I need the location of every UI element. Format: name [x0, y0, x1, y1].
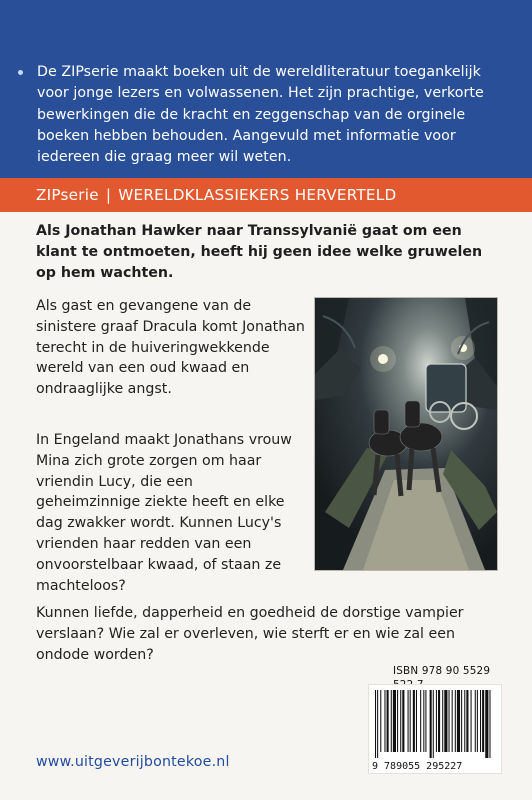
barcode-bar — [402, 690, 404, 752]
barcode-bar — [413, 690, 415, 752]
barcode-bar — [444, 690, 447, 752]
series-tagline: WERELDKLASSIEKERS HERVERTELD — [118, 186, 397, 204]
decorative-dot — [18, 70, 23, 75]
barcode-bar — [420, 690, 421, 752]
barcode-bar — [416, 690, 417, 752]
publisher-url[interactable]: www.uitgeverijbontekoe.nl — [36, 754, 230, 770]
barcode-bar — [397, 690, 398, 752]
cover-illustration — [314, 297, 498, 571]
blurb-lead: Als Jonathan Hawker naar Transsylvanië gaat om een klant te ontmoeten, heeft hij geen idee welke gruwelen op hem wachten. — [36, 223, 483, 281]
barcode-digits: 9 789055 295227 — [372, 761, 463, 772]
blurb-paragraph-1: Als gast en gevangene van de sinistere graaf Dracula komt Jonathan terecht in de huiveringwekkende wereld van een oud kwaad en ondraaglijke angst. — [36, 298, 305, 398]
barcode-bar — [438, 690, 440, 752]
barcode-bar — [380, 690, 381, 752]
barcode-bar — [433, 690, 434, 758]
series-banner-text — [36, 184, 396, 206]
barcode-bar — [430, 690, 432, 758]
barcode-bar — [391, 690, 392, 752]
barcode — [368, 684, 502, 774]
isbn-label: ISBN 978 90 5529 — [393, 665, 491, 677]
barcode-bar — [384, 690, 385, 752]
barcode-bar — [449, 690, 450, 752]
barcode-graphic — [369, 685, 501, 773]
barcode-bar — [400, 690, 401, 752]
blurb-paragraph-3: Kunnen liefde, dapperheid en goedheid de dorstige vampier verslaan? Wie zal er overleven, wie sterft er en wie zal een ondode worden? — [36, 605, 464, 663]
intro-text: De ZIPserie maakt boeken uit de wereldliteratuur toegankelijk voor jonge lezers en volwassenen. Het zijn prachtige, verkorte bewerkingen die de kracht en zeggenschap van de orginele boeken hebben behouden. Aangevuld met informatie voor iedereen die graag meer wil weten. — [37, 64, 484, 166]
barcode-bar — [482, 690, 484, 752]
barcode-bar — [423, 690, 424, 752]
barcode-bar — [466, 690, 468, 752]
barcode-bar — [387, 690, 389, 752]
barcode-bar — [377, 690, 378, 758]
barcode-bar — [457, 690, 460, 752]
series-name: ZIPserie — [36, 186, 99, 204]
barcode-bar — [452, 690, 453, 752]
barcode-bar — [455, 690, 456, 752]
barcode-bar — [485, 690, 488, 758]
barcode-bar — [464, 690, 465, 752]
barcode-bar — [410, 690, 411, 752]
barcode-bar — [475, 690, 476, 752]
series-separator: | — [105, 186, 112, 204]
blurb-paragraph-2: In Engeland maakt Jonathans vrouw Mina zich grote zorgen om haar vriendin Lucy, die een geheimzinnige ziekte heeft en elke dag zwakker wordt. Kunnen Lucy's vrienden haar redden van een onvoorstelbaar kwaad, of staan ze machteloos? — [36, 432, 292, 594]
barcode-bar — [436, 690, 437, 752]
barcode-bar — [477, 690, 478, 752]
barcode-bar — [471, 690, 472, 752]
barcode-bar — [461, 690, 462, 752]
barcode-bar — [425, 690, 426, 752]
barcode-bar — [489, 690, 490, 758]
barcode-bar — [442, 690, 443, 752]
barcode-bar — [393, 690, 396, 752]
barcode-bar — [375, 690, 376, 758]
barcode-bar — [408, 690, 409, 752]
barcode-bar — [480, 690, 481, 752]
